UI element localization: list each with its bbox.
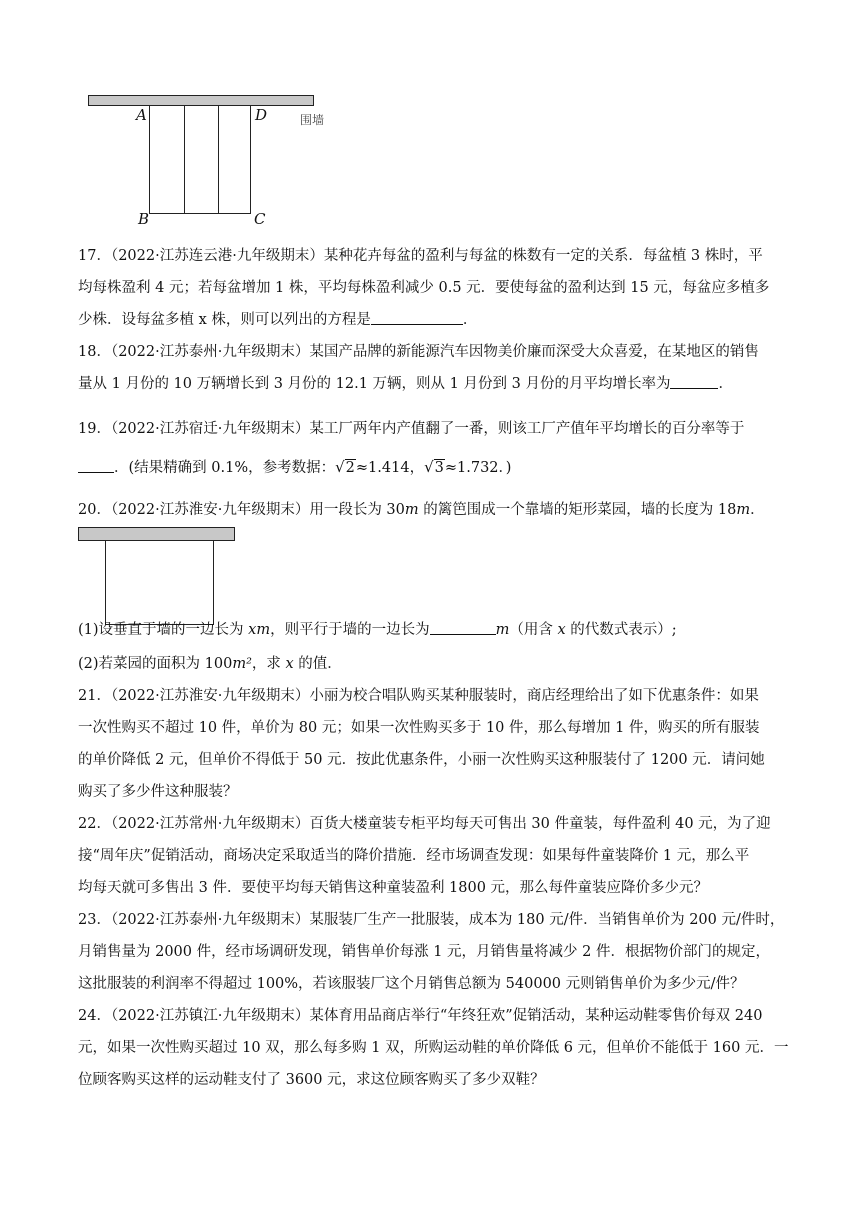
- q17-line-2: 均每株盈利 4 元；若每盆增加 1 株，平均每株盈利减少 0.5 元．要使每盆的盈利达到 15 元，每盆应多植多: [78, 280, 770, 296]
- q18-line-1: 18．（2022·江苏泰州·九年级期末）某国产品牌的新能源汽车因物美价廉而深受大众喜爱，在某地区的销售: [78, 344, 759, 360]
- question-24: [78, 1000, 788, 1096]
- question-21: [78, 680, 788, 808]
- q17-line-3: 少株．设每盆多植 x 株，则可以列出的方程是: [78, 312, 371, 328]
- answer-blank-20[interactable]: [430, 620, 496, 635]
- question-20: 20．（2022·江苏淮安·九年级期末）用一段长为 30m 的篱笆围成一个靠墙的矩形菜园，墙的长度为 18m．: [78, 502, 765, 518]
- garden-diagram: [0, 520, 300, 620]
- q19-line-1: 19．（2022·江苏宿迁·九年级期末）某工厂两年内产值翻了一番，则该工厂产值年平均增长的百分率等于: [78, 421, 745, 437]
- q22-line-3: 均每天就可多售出 3 件．要使平均每天销售这种童装盈利 1800 元，那么每件童装应降价多少元？: [78, 880, 709, 896]
- q18-tail: ．: [718, 376, 733, 392]
- side-dc: [250, 106, 251, 214]
- q18-line-2: 量从 1 月份的 10 万辆增长到 3 月份的 12.1 万辆，则从 1 月份到 3 月份的月平均增长率为: [78, 376, 671, 392]
- sqrt-3: √3: [424, 458, 444, 476]
- side-bc: [149, 213, 251, 214]
- q20-line-1a: 20．（2022·江苏淮安·九年级期末）用一段长为 30: [78, 502, 405, 518]
- q21-line-4: 购买了多少件这种服装？: [78, 784, 238, 800]
- divider-1: [184, 106, 185, 214]
- question-23: [78, 904, 788, 1000]
- question-18: [78, 336, 788, 400]
- q23-line-2: 月销售量为 2000 件，经市场调研发现，销售单价每涨 1 元，月销售量将减少 2 件．根据物价部门的规定，: [78, 944, 771, 960]
- label-c: C: [254, 210, 266, 228]
- q22-line-2: 接“周年庆”促销活动，商场决定采取适当的降价措施．经市场调查发现：如果每件童装降价 1 元，那么平: [78, 848, 750, 864]
- side-ab: [149, 106, 150, 214]
- q17-tail: ．: [462, 312, 478, 328]
- answer-blank-18[interactable]: [670, 374, 718, 389]
- wall-bar-2: [78, 527, 235, 541]
- wall-label: 围墙: [300, 113, 325, 127]
- sqrt-2: √2: [335, 458, 355, 476]
- approx-sqrt-3: ≈1.732．): [444, 460, 512, 476]
- q24-line-2: 元，如果一次性购买超过 10 双，那么每多购 1 双，所购运动鞋的单价降低 6 元，但单价不能低于 160 元．一: [78, 1040, 789, 1056]
- q20-line-1b: 的篱笆围成一个靠墙的矩形菜园，墙的长度为 18: [418, 502, 737, 518]
- q24-line-3: 位顾客购买这样的运动鞋支付了 3600 元，求这位顾客购买了多少双鞋？: [78, 1072, 545, 1088]
- q21-line-3: 的单价降低 2 元，但单价不得低于 50 元．按此优惠条件，小丽一次性购买这种服装付了 1200 元．请问她: [78, 752, 765, 768]
- question-17: [78, 240, 788, 336]
- question-19: [78, 410, 788, 487]
- q23-line-1: 23．（2022·江苏泰州·九年级期末）某服装厂生产一批服装，成本为 180 元/件．当销售单价为 200 元/件时，: [78, 912, 785, 928]
- q22-line-1: 22．（2022·江苏常州·九年级期末）百货大楼童装专柜平均每天可售出 30 件童装，每件盈利 40 元，为了迎: [78, 816, 771, 832]
- label-b: B: [138, 210, 150, 228]
- q24-line-1: 24．（2022·江苏镇江·九年级期末）某体育用品商店举行“年终狂欢”促销活动，某种运动鞋零售价每双 240: [78, 1008, 763, 1024]
- q21-line-2: 一次性购买不超过 10 件，单价为 80 元；如果一次性购买多于 10 件，那么每增加 1 件，购买的所有服装: [78, 720, 760, 736]
- divider-2: [218, 106, 219, 214]
- q19-line-2: ．(结果精确到 0.1%，参考数据：: [114, 460, 336, 476]
- q21-line-1: 21．（2022·江苏淮安·九年级期末）小丽为校合唱队购买某种服装时，商店经理给出了如下优惠条件：如果: [78, 688, 759, 704]
- question-20-parts: (1)设垂直于墙的一边长为 xm，则平行于墙的一边长为 m（用含 x 的代数式表示）; (2)若菜园的面积为 100m²，求 x 的值．: [78, 622, 677, 672]
- q20-sub1a: (1)设垂直于墙的一边长为: [78, 622, 249, 638]
- label-a: A: [136, 106, 147, 124]
- q17-line-1: 17．（2022·江苏连云港·九年级期末）某种花卉每盆的盈利与每盆的株数有一定的关系．每盆植 3 株时，平: [78, 248, 763, 264]
- question-22: [78, 808, 788, 904]
- answer-blank-19[interactable]: [78, 458, 114, 473]
- fence-diagram-abcd: [0, 0, 400, 240]
- wall-bar: [88, 95, 314, 106]
- label-d: D: [255, 106, 268, 124]
- approx-sqrt-2: ≈1.414，: [355, 460, 425, 476]
- q20-sub2a: (2)若菜园的面积为 100: [78, 656, 233, 672]
- answer-blank-17[interactable]: [371, 310, 463, 325]
- q23-line-3: 这批服装的利润率不得超过 100%，若该服装厂这个月销售总额为 540000 元则销售单价为多少元/件？: [78, 976, 745, 992]
